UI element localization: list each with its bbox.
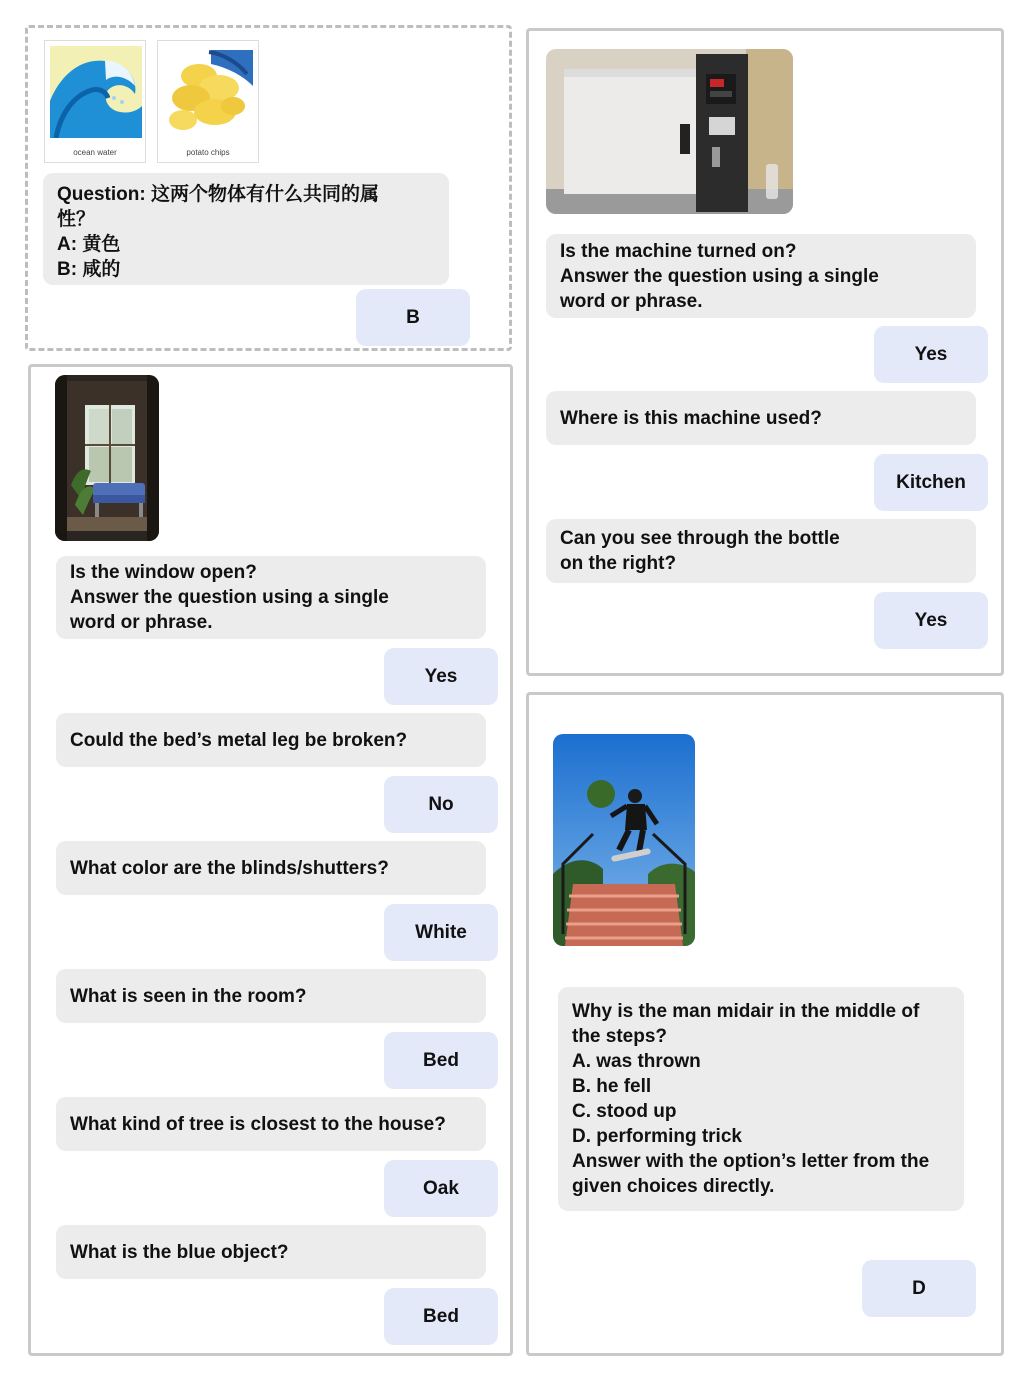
answer-bubble: No	[384, 776, 498, 833]
machine-photo	[546, 49, 793, 214]
question-bubble: Where is this machine used?	[546, 391, 976, 445]
panel-properties-question	[25, 25, 512, 351]
machine-photo-illustration	[546, 49, 793, 214]
question-bubble: Could the bed’s metal leg be broken?	[56, 713, 486, 767]
answer-bubble: D	[862, 1260, 976, 1317]
image-card-ocean-water	[44, 40, 146, 163]
question-bubble: What kind of tree is closest to the house?	[56, 1097, 486, 1151]
answer-bubble: Yes	[384, 648, 498, 705]
panel-machine-conversation	[526, 28, 1004, 676]
answer-bubble: White	[384, 904, 498, 961]
answer-bubble: Bed	[384, 1032, 498, 1089]
room-photo	[55, 375, 159, 541]
panel-room-conversation	[28, 364, 513, 1356]
question-bubble: Is the machine turned on? Answer the question using a single word or phrase.	[546, 234, 976, 318]
skateboard-photo	[553, 734, 695, 946]
answer-bubble: Oak	[384, 1160, 498, 1217]
panel-skateboard-conversation	[526, 692, 1004, 1356]
answer-bubble: Yes	[874, 592, 988, 649]
image-caption: ocean water	[73, 148, 117, 157]
question-bubble: What is seen in the room?	[56, 969, 486, 1023]
room-photo-illustration	[55, 375, 159, 541]
question-bubble: Can you see through the bottle on the right?	[546, 519, 976, 583]
question-bubble: Why is the man midair in the middle of the steps? A. was thrown B. he fell C. stood up D. performing trick Answer with the option’s letter from the given choices directly.	[558, 987, 964, 1211]
answer-bubble: Bed	[384, 1288, 498, 1345]
answer-bubble: B	[356, 289, 470, 346]
answer-bubble: Kitchen	[874, 454, 988, 511]
question-bubble: Is the window open? Answer the question using a single word or phrase.	[56, 556, 486, 639]
answer-bubble: Yes	[874, 326, 988, 383]
question-bubble: Question: 这两个物体有什么共同的属 性？ A: 黄色 B: 咸的	[43, 173, 449, 285]
image-caption: potato chips	[186, 148, 230, 157]
question-bubble: What color are the blinds/shutters?	[56, 841, 486, 895]
potato-chips-icon	[163, 46, 255, 138]
image-card-potato-chips	[157, 40, 259, 163]
skateboard-photo-illustration	[553, 734, 695, 946]
question-bubble: What is the blue object?	[56, 1225, 486, 1279]
ocean-wave-icon	[50, 46, 142, 138]
